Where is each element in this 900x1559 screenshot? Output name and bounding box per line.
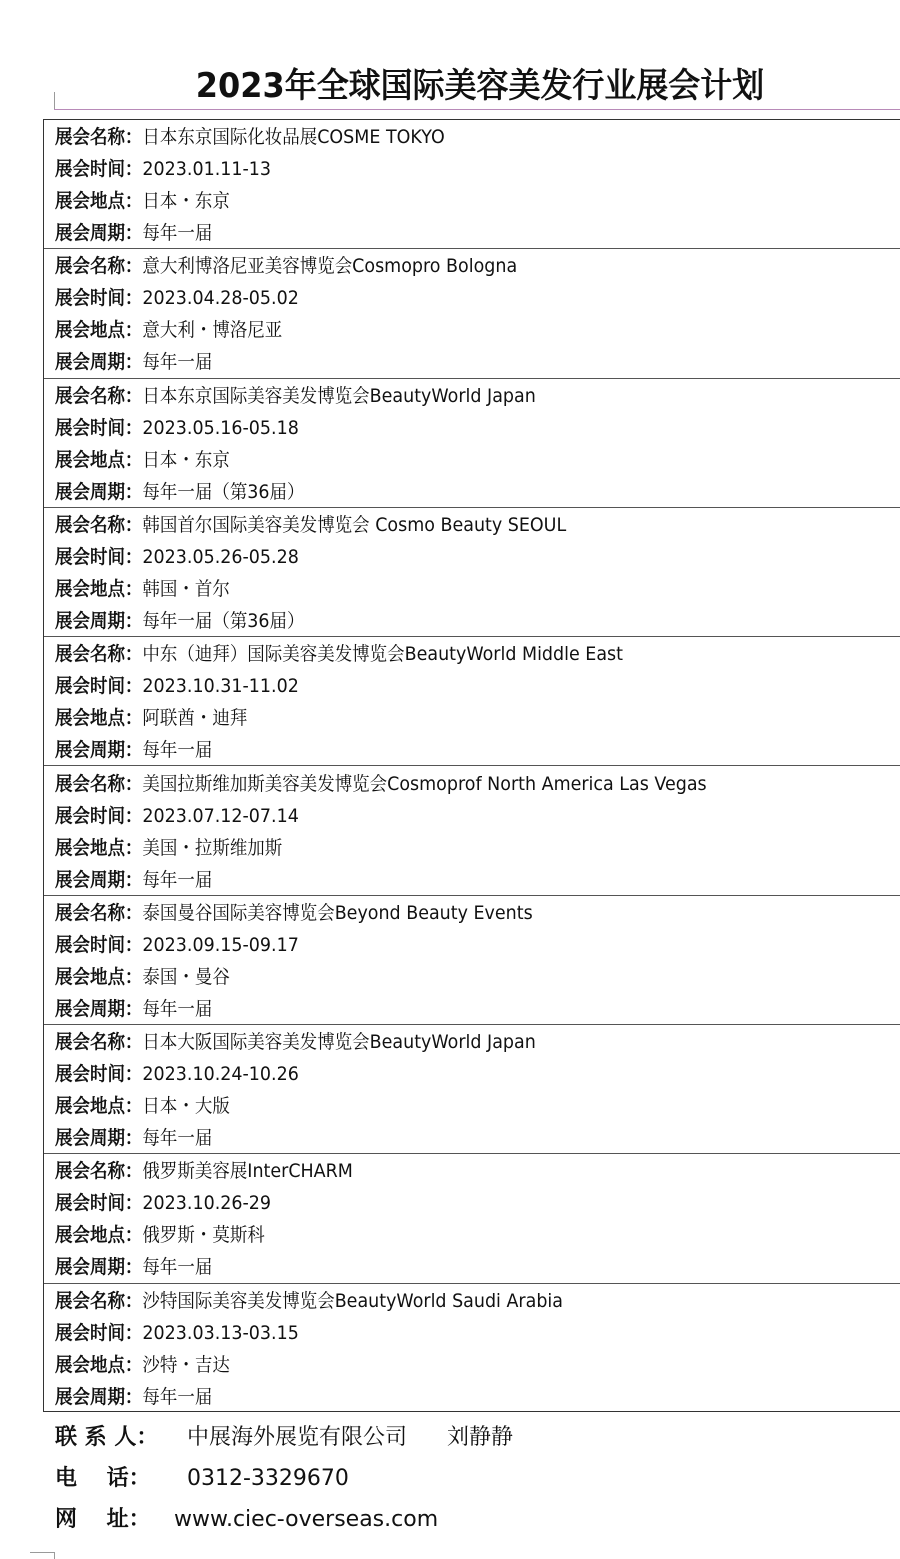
exhibition-name-row <box>55 1026 536 1058</box>
contact-web-row <box>55 1502 438 1538</box>
exhibition-cycle: 每年一届 <box>142 739 213 762</box>
exhibition-time-row <box>55 412 299 444</box>
field-label: 展会时间： <box>55 804 143 827</box>
exhibition-cycle: 每年一届 <box>142 997 213 1020</box>
field-label: 展会名称： <box>55 1289 143 1312</box>
exhibition-place: 意大利・博洛尼亚 <box>142 319 283 342</box>
exhibition-cycle-row <box>55 734 212 766</box>
exhibition-time: 2023.07.12-07.14 <box>142 804 299 827</box>
exhibition-block <box>44 508 900 637</box>
exhibition-place-row <box>55 702 247 734</box>
exhibition-place: 沙特・吉达 <box>142 1353 230 1376</box>
field-label: 展会名称： <box>55 384 143 407</box>
field-label: 展会名称： <box>55 901 143 924</box>
exhibition-time: 2023.05.16-05.18 <box>142 416 299 439</box>
exhibition-time-row <box>55 670 299 702</box>
field-label: 展会周期： <box>55 480 143 503</box>
field-label: 展会名称： <box>55 1031 143 1054</box>
exhibition-place-row <box>55 832 282 864</box>
exhibition-time-row <box>55 1187 271 1219</box>
field-label: 展会地点： <box>55 965 143 988</box>
exhibition-place: 阿联酋・迪拜 <box>142 707 248 730</box>
exhibition-name-row <box>55 509 566 541</box>
contact-web-label: 网 址： <box>55 1507 151 1532</box>
field-label: 展会地点： <box>55 836 143 859</box>
exhibition-name-row <box>55 1285 563 1317</box>
exhibition-time-row <box>55 541 299 573</box>
field-label: 展会时间： <box>55 158 143 180</box>
field-label: 展会地点： <box>55 577 143 600</box>
page-title: 2023年全球国际美容美发行业展会计划 <box>195 66 765 106</box>
field-label: 展会时间： <box>55 933 143 956</box>
exhibition-place: 日本・大版 <box>142 1095 230 1118</box>
field-label: 展会时间： <box>55 1192 143 1215</box>
exhibition-place-row <box>55 314 282 346</box>
exhibition-place: 俄罗斯・莫斯科 <box>142 1224 265 1247</box>
contact-phone: 0312-3329670 <box>187 1466 349 1491</box>
contact-person-row <box>55 1420 513 1456</box>
field-label: 展会周期： <box>55 997 143 1020</box>
exhibition-place-row <box>55 444 230 476</box>
exhibition-cycle: 每年一届 <box>142 222 213 244</box>
field-label: 展会周期： <box>55 351 143 374</box>
field-label: 展会周期： <box>55 1385 143 1408</box>
field-label: 展会时间： <box>55 675 143 698</box>
exhibition-cycle-row <box>55 1381 212 1413</box>
exhibition-cycle: 每年一届 <box>142 1256 213 1279</box>
exhibition-name: 美国拉斯维加斯美容美发博览会Cosmoprof North America Las Vegas <box>142 772 707 795</box>
exhibition-name: 日本大阪国际美容美发博览会BeautyWorld Japan <box>142 1031 536 1054</box>
exhibition-name: 沙特国际美容美发博览会BeautyWorld Saudi Arabia <box>142 1289 563 1312</box>
corner-mark <box>54 92 55 110</box>
exhibition-name: 意大利博洛尼亚美容博览会Cosmopro Bologna <box>142 255 518 278</box>
exhibition-cycle: 每年一届 <box>142 351 213 374</box>
exhibition-cycle-row <box>55 1251 212 1283</box>
exhibition-time-row <box>55 929 299 961</box>
exhibition-block <box>44 767 900 896</box>
contact-person: 刘静静 <box>447 1425 514 1450</box>
exhibition-time: 2023.10.26-29 <box>142 1192 272 1215</box>
exhibition-block <box>44 249 900 378</box>
exhibition-block <box>44 637 900 766</box>
exhibition-name-row <box>55 121 445 153</box>
exhibition-block <box>44 379 900 508</box>
exhibition-place-row <box>55 1090 230 1122</box>
exhibition-place: 日本・东京 <box>142 190 230 212</box>
exhibition-cycle-row <box>55 217 212 249</box>
corner-mark <box>30 1552 54 1553</box>
exhibition-time-row <box>55 800 299 832</box>
field-label: 展会时间： <box>55 416 143 439</box>
field-label: 展会周期： <box>55 739 143 762</box>
exhibition-time: 2023.09.15-09.17 <box>142 933 299 956</box>
exhibition-cycle: 每年一届 <box>142 868 213 891</box>
exhibition-cycle-row <box>55 864 212 896</box>
field-label: 展会时间： <box>55 1321 143 1344</box>
field-label: 展会周期： <box>55 1127 143 1150</box>
exhibition-cycle-row <box>55 605 305 637</box>
field-label: 展会地点： <box>55 319 143 342</box>
exhibition-name: 日本东京国际美容美发博览会BeautyWorld Japan <box>142 384 536 407</box>
field-label: 展会周期： <box>55 609 143 632</box>
contact-phone-row <box>55 1461 349 1497</box>
field-label: 展会名称： <box>55 643 143 666</box>
field-label: 展会周期： <box>55 222 143 244</box>
corner-mark <box>54 1552 55 1559</box>
exhibition-name: 泰国曼谷国际美容博览会Beyond Beauty Events <box>142 901 533 924</box>
field-label: 展会时间： <box>55 545 143 568</box>
exhibition-name: 俄罗斯美容展InterCHARM <box>142 1160 353 1183</box>
field-label: 展会地点： <box>55 448 143 471</box>
exhibition-block <box>44 896 900 1025</box>
exhibition-time-row <box>55 1317 299 1349</box>
exhibition-time: 2023.10.31-11.02 <box>142 675 299 698</box>
exhibition-cycle-row <box>55 1122 212 1154</box>
field-label: 展会周期： <box>55 1256 143 1279</box>
exhibition-name: 日本东京国际化妆品展COSME TOKYO <box>142 126 445 148</box>
exhibition-place-row <box>55 1349 230 1381</box>
field-label: 展会地点： <box>55 1224 143 1247</box>
exhibition-block <box>44 120 900 249</box>
exhibition-cycle-row <box>55 346 212 378</box>
exhibition-name-row <box>55 1155 353 1187</box>
exhibition-name-row <box>55 638 623 670</box>
exhibition-cycle: 每年一届 <box>142 1385 213 1408</box>
field-label: 展会地点： <box>55 190 143 212</box>
exhibition-cycle: 每年一届（第36届） <box>142 609 305 632</box>
field-label: 展会名称： <box>55 772 143 795</box>
exhibition-block <box>44 1154 900 1283</box>
exhibition-name: 中东（迪拜）国际美容美发博览会BeautyWorld Middle East <box>142 643 624 666</box>
exhibition-block <box>44 1025 900 1154</box>
exhibition-place-row <box>55 185 230 217</box>
exhibition-name: 韩国首尔国际美容美发博览会 Cosmo Beauty SEOUL <box>142 513 567 536</box>
exhibition-cycle-row <box>55 476 305 508</box>
exhibition-place: 美国・拉斯维加斯 <box>142 836 283 859</box>
field-label: 展会名称： <box>55 1160 143 1183</box>
exhibition-table <box>43 119 900 1412</box>
exhibition-place: 泰国・曼谷 <box>142 965 230 988</box>
header-divider <box>54 109 900 110</box>
field-label: 展会周期： <box>55 868 143 891</box>
contact-person-label: 联 系 人： <box>55 1425 159 1450</box>
exhibition-time-row <box>55 153 271 185</box>
exhibition-name-row <box>55 250 517 282</box>
exhibition-cycle-row <box>55 993 212 1025</box>
exhibition-place: 日本・东京 <box>142 448 230 471</box>
field-label: 展会名称： <box>55 513 143 536</box>
field-label: 展会地点： <box>55 707 143 730</box>
exhibition-time: 2023.03.13-03.15 <box>142 1321 299 1344</box>
contact-phone-label: 电 话： <box>55 1466 151 1491</box>
exhibition-place-row <box>55 573 230 605</box>
field-label: 展会时间： <box>55 287 143 310</box>
exhibition-name-row <box>55 380 536 412</box>
exhibition-cycle: 每年一届 <box>142 1127 213 1150</box>
field-label: 展会地点： <box>55 1095 143 1118</box>
exhibition-name-row <box>55 768 707 800</box>
field-label: 展会地点： <box>55 1353 143 1376</box>
contact-web: www.ciec-overseas.com <box>174 1507 439 1532</box>
exhibition-place-row <box>55 961 230 993</box>
contact-company: 中展海外展览有限公司 <box>187 1425 408 1450</box>
exhibition-cycle: 每年一届（第36届） <box>142 480 305 503</box>
exhibition-time: 2023.04.28-05.02 <box>142 287 299 310</box>
exhibition-place: 韩国・首尔 <box>142 577 230 600</box>
field-label: 展会名称： <box>55 126 143 148</box>
field-label: 展会时间： <box>55 1063 143 1086</box>
exhibition-time: 2023.01.11-13 <box>142 158 272 180</box>
exhibition-block <box>44 1284 900 1413</box>
exhibition-time: 2023.10.24-10.26 <box>142 1063 299 1086</box>
exhibition-time: 2023.05.26-05.28 <box>142 545 299 568</box>
exhibition-time-row <box>55 1058 299 1090</box>
exhibition-time-row <box>55 282 299 314</box>
exhibition-place-row <box>55 1219 265 1251</box>
field-label: 展会名称： <box>55 255 143 278</box>
exhibition-name-row <box>55 897 533 929</box>
